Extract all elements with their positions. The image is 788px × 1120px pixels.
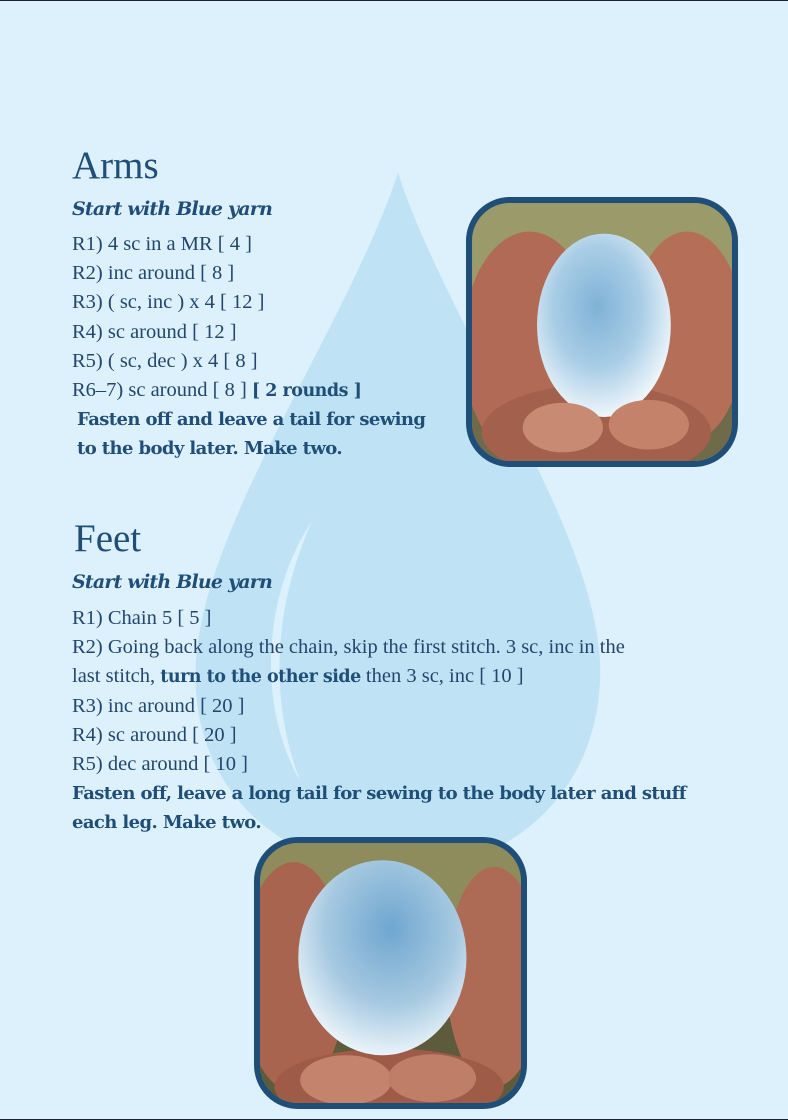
arm-photo-image	[472, 203, 732, 461]
feet-fasten-line-2: each leg. Make two.	[72, 812, 261, 833]
arms-fasten-line-1: Fasten off and leave a tail for sewing	[77, 409, 426, 430]
feet-round-2-line-2	[72, 665, 524, 688]
arms-round-3: R3) ( sc, inc ) x 4 [ 12 ]	[72, 291, 265, 313]
arms-fasten-line-2: to the body later. Make two.	[77, 438, 342, 459]
feet-fasten-line-1: Fasten off, leave a long tail for sewing to the body later and stuff	[72, 783, 686, 804]
feet-heading: Feet	[74, 517, 142, 560]
arms-round-6-7-count: [ 2 rounds ]	[251, 381, 362, 401]
arms-round-5: R5) ( sc, dec ) x 4 [ 8 ]	[72, 350, 258, 372]
arms-round-4: R4) sc around [ 12 ]	[72, 321, 237, 343]
arms-start-yarn: Start with Blue yarn	[72, 198, 272, 220]
feet-start-yarn: Start with Blue yarn	[72, 571, 272, 593]
feet-round-2-text-b: then 3 sc, inc [ 10 ]	[360, 665, 524, 687]
arms-round-6-7-text: R6–7) sc around [ 8 ]	[72, 379, 252, 401]
arms-round-1: R1) 4 sc in a MR [ 4 ]	[72, 233, 252, 255]
feet-round-4: R4) sc around [ 20 ]	[72, 724, 237, 746]
feet-round-3: R3) inc around [ 20 ]	[72, 695, 245, 717]
arm-photo	[466, 197, 738, 467]
feet-round-2-turn: turn to the other side	[160, 667, 361, 687]
arms-round-6-7	[72, 379, 361, 402]
feet-round-2-text-a: last stitch,	[72, 665, 161, 687]
foot-photo-image	[260, 843, 521, 1103]
foot-photo	[254, 837, 527, 1109]
feet-round-5: R5) dec around [ 10 ]	[72, 753, 248, 775]
arms-round-2: R2) inc around [ 8 ]	[72, 262, 235, 284]
feet-round-1: R1) Chain 5 [ 5 ]	[72, 607, 212, 629]
feet-round-2-line-1: R2) Going back along the chain, skip the first stitch. 3 sc, inc in the	[72, 636, 625, 658]
arms-heading: Arms	[72, 144, 159, 187]
